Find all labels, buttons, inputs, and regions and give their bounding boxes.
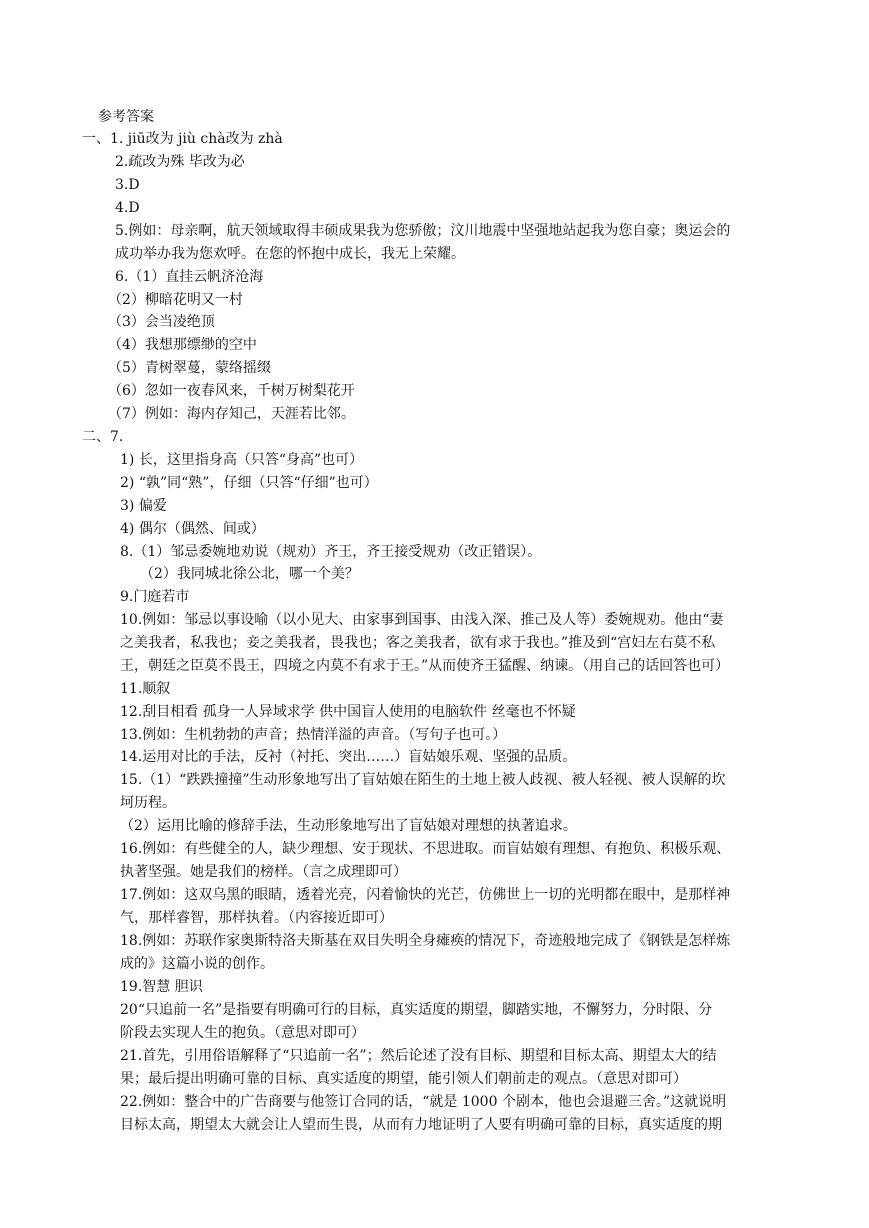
text-line: 目标太高，期望太大就会让人望而生畏，从而有力地证明了人要有明确可靠的目标，真实适度的期 [120,1117,722,1133]
text-line: 果；最后提出明确可靠的目标、真实适度的期望，能引领人们朝前走的观点。（意思对即可） [120,1071,687,1087]
text-line: 王，朝廷之臣莫不畏王，四境之内莫不有求于王。”从而使齐王猛醒、纳谏。（用自己的话回答也可） [120,658,730,674]
text-line: 18.例如：苏联作家奥斯特洛夫斯基在双目失明全身瘫痪的情况下，奇迹般地完成了《钢铁是怎样炼 [120,933,731,949]
text-line: （4）我想那缥缈的空中 [108,337,257,353]
text-line: 执著坚强。她是我们的榜样。（言之成理即可） [120,864,407,880]
text-line: 2.疏改为殊 毕改为必 [115,154,245,170]
text-line: 17.例如：这双乌黑的眼睛，透着光亮，闪着愉快的光芒，仿佛世上一切的光明都在眼中，是那样神 [120,887,731,903]
text-line: （7）例如：海内存知己，天涯若比邻。 [108,406,355,422]
text-line: 10.例如：邹忌以事设喻（以小见大、由家事到国事、由浅入深、推己及人等）委婉规劝。他由“妻 [120,612,724,628]
text-line: 8.（1）邹忌委婉地劝说（规劝）齐王，齐王接受规劝（改正错误）。 [120,544,542,560]
text-line: 22.例如：整合中的广告商要与他签订合同的话，“就是 1000 个剧本，他也会退避三舍。”这就说明 [120,1094,727,1110]
text-line: 15.（1）“跌跌撞撞”生动形象地写出了盲姑娘在陌生的土地上被人歧视、被人轻视、被人误解的坎 [120,772,726,788]
text-line: （2）柳暗花明又一村 [108,292,243,308]
text-line: 成功举办我为您欢呼。在您的怀抱中成长，我无上荣耀。 [115,246,465,262]
text-line: 坷历程。 [120,795,176,811]
text-line: 4.D [115,200,140,216]
text-line: 21.首先，引用俗语解释了“只追前一名”；然后论述了没有目标、期望和目标太高、期望太大的结 [120,1048,717,1064]
text-line: 二、7. [82,429,124,445]
text-line: 12.刮目相看 孤身一人异域求学 供中国盲人使用的电脑软件 丝毫也不怀疑 [120,704,576,720]
text-line: 13.例如：生机勃勃的声音；热情洋溢的声音。（写句子也可。） [120,727,507,743]
text-line: 成的》这篇小说的创作。 [120,956,274,972]
text-line: 11.顺叙 [120,681,171,697]
text-line: 3.D [115,177,140,193]
text-line: （2）我同城北徐公北，哪一个美？ [140,566,359,582]
text-line: 之美我者，私我也；妾之美我者，畏我也；客之美我者，欲有求于我也。”推及到“宫妇左右莫不私 [120,635,716,651]
text-line: 6.（1）直挂云帆济沧海 [115,269,264,285]
text-line: 20“只追前一名”是指要有明确可行的目标，真实适度的期望，脚踏实地，不懈努力，分时限、分 [120,1002,713,1018]
text-line: 气，那样睿智，那样执着。（内容接近即可） [120,910,393,926]
text-line: 9.门庭若市 [120,589,190,605]
text-line: （3）会当凌绝顶 [108,314,215,330]
text-line: 一、1. jiū改为 jiù chà改为 zhà [82,131,283,147]
text-line: 19.智慧 胆识 [120,979,203,995]
text-line: （2）运用比喻的修辞手法，生动形象地写出了盲姑娘对理想的执著追求。 [120,818,577,834]
text-line: （5）青树翠蔓，蒙络摇缀 [108,360,271,376]
text-line: 4) 偶尔（偶然、间或） [120,521,265,537]
text-line: 阶段去实现人生的抱负。（意思对即可） [120,1025,365,1041]
text-line: 16.例如：有些健全的人，缺少理想、安于现状、不思进取。而盲姑娘有理想、有抱负、积极乐观、 [120,841,731,857]
text-line: （6）忽如一夜春风来，千树万树梨花开 [108,383,355,399]
text-line: 5.例如：母亲啊，航天领域取得丰硕成果我为您骄傲；汶川地震中坚强地站起我为您自豪；奥运会的 [115,223,731,239]
text-line: 14.运用对比的手法，反衬（衬托、突出……）盲姑娘乐观、坚强的品质。 [120,749,577,765]
page-title: 参考答案 [98,109,154,125]
text-line: 3) 偏爱 [120,498,167,514]
text-line: 1) 长，这里指身高（只答“身高”也可） [120,452,364,468]
text-line: 2) “孰”同“熟”，仔细（只答“仔细”也可） [120,475,378,491]
